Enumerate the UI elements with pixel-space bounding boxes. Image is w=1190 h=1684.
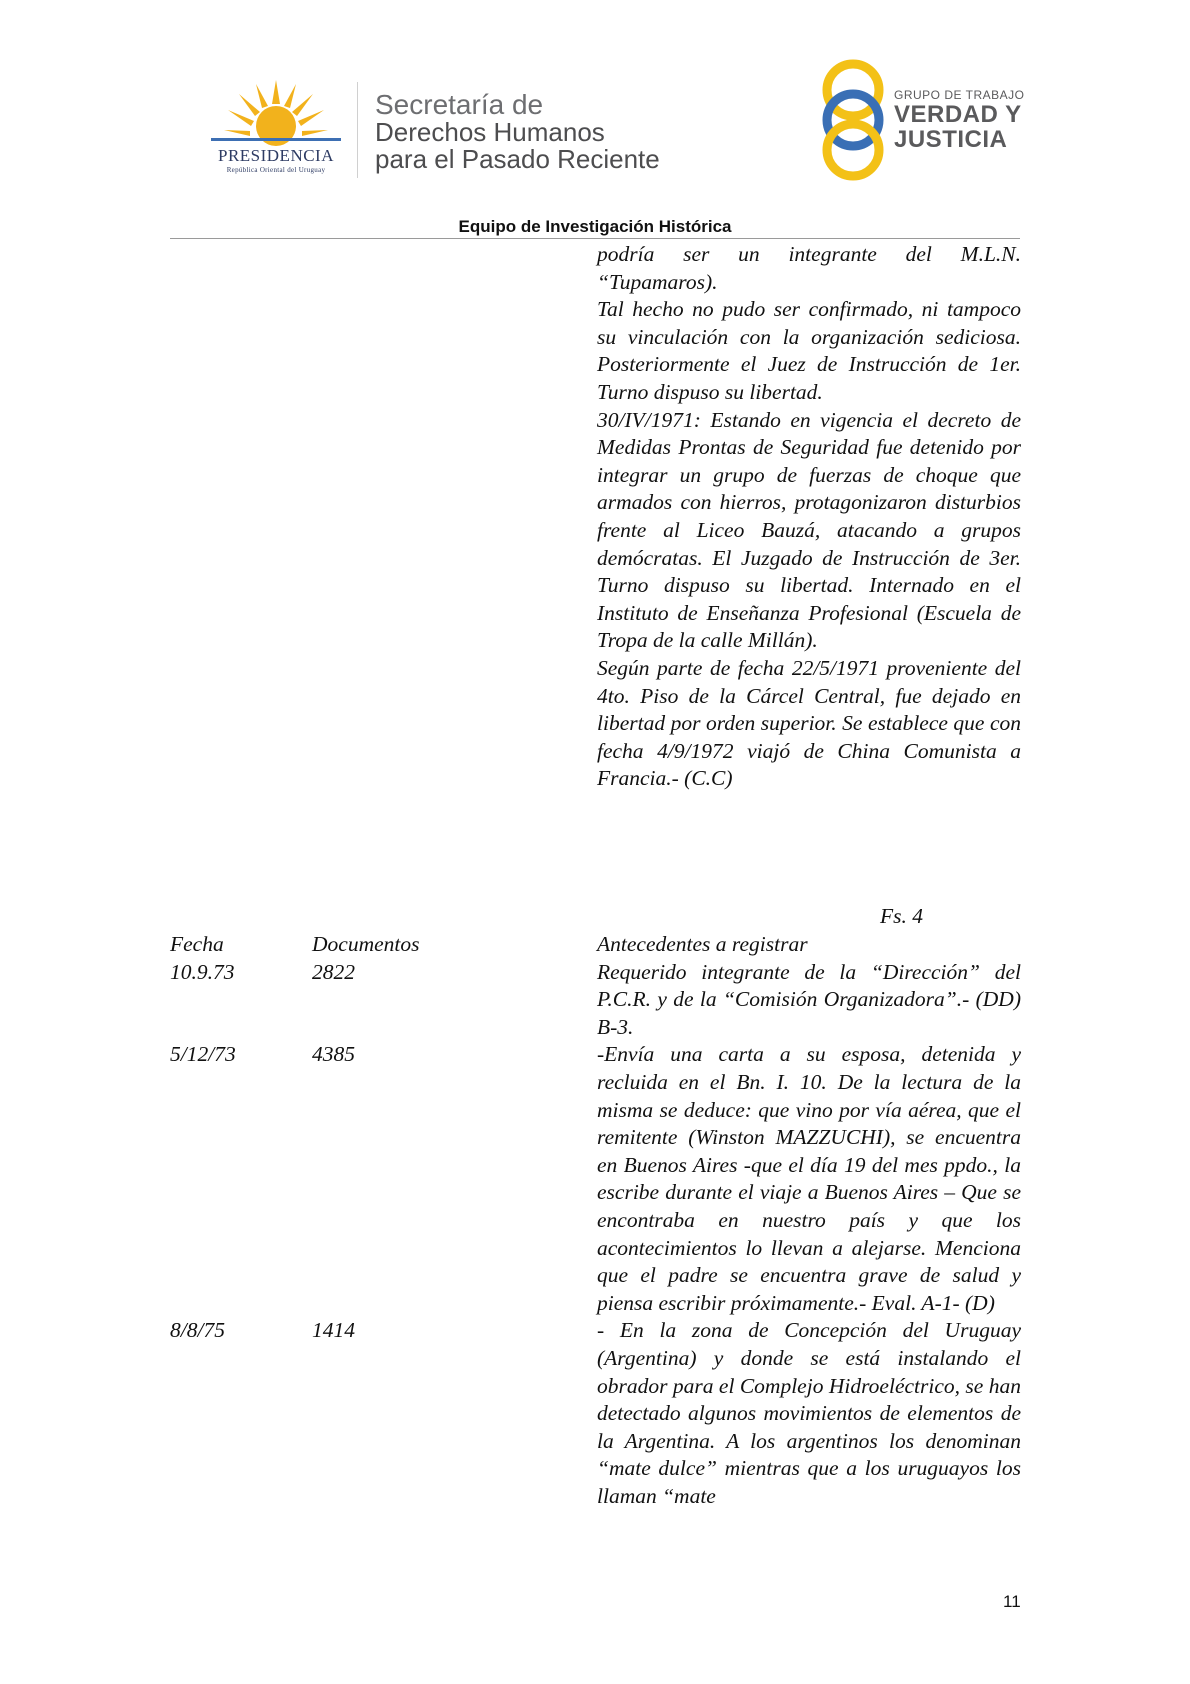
gtvj-line-2: VERDAD Y — [894, 101, 1022, 128]
continuation-paragraph: podría ser un integrante del M.L.N. “Tupamaros). — [597, 242, 1021, 294]
presidencia-logo — [196, 80, 356, 180]
page-number: 11 — [1003, 1592, 1021, 1611]
logo-divider — [357, 82, 358, 178]
continuation-paragraph: Según parte de fecha 22/5/1971 proveniente del 4to. Piso de la Cárcel Central, fue dejado en libertad por orden superior. Se establece que con fecha 4/9/1972 viajó de China Comunista a Francia.- (C.C) — [597, 655, 1021, 791]
secretaria-line-2: Derechos Humanos — [375, 117, 605, 147]
cell-documento: 2822 — [312, 959, 355, 984]
continuation-paragraph: 30/IV/1971: Estando en vigencia el decreto de Medidas Prontas de Seguridad fue detenido por integrar un grupo de fuerzas de choque que armados con hierros, protagonizaron disturbios frente al Liceo Bauzá, atacando a grupos demócratas. El Juzgado de Instrucción de 3er. Turno dispuso su libertad. Internado en el Instituto de Enseñanza Profesional (Escuela de Tropa de la calle Millán). — [597, 407, 1021, 653]
table-row — [170, 1041, 1021, 1317]
continuation-paragraph: Tal hecho no pudo ser confirmado, ni tampoco su vinculación con la organización sediciosa. Posteriormente el Juez de Instrucción de 1er. Turno dispuso su libertad. — [597, 297, 1021, 404]
gtvj-line-3: JUSTICIA — [894, 126, 1008, 153]
cell-antecedentes: - En la zona de Concepción del Uruguay (Argentina) y donde se está instalando el obrador para el Complejo Hidroeléctrico, se han detectado algunos movimientos de elementos de la Argentina. A los argentinos los denominan “mate dulce” mientras que a los uruguayos los llaman “mate — [597, 1318, 1021, 1508]
sun-emblem-icon — [196, 80, 356, 150]
folio-label: Fs. 4 — [880, 904, 923, 928]
cell-antecedentes: Requerido integrante de la “Dirección” del P.C.R. y de la “Comisión Organizadora”.- (DD) B-3. — [597, 959, 1021, 1039]
cell-antecedentes: -Envía una carta a su esposa, detenida y recluida en el Bn. I. 10. De la lectura de la misma se deduce: que vino por vía aérea, que el remitente (Winston MAZZUCHI), se encuentra en Buenos Aires -que el día 19 del mes ppdo., la escribe durante el viaje a Buenos Aires – Que se encontraba en nuestro país y que los acontecimientos lo llevan a alejarse. Menciona que el padre se encuentra grave de salud y piensa escribir próximamente.- Eval. A-1- (D) — [597, 1042, 1021, 1315]
team-heading: Equipo de Investigación Histórica — [458, 217, 732, 236]
cell-documento: 4385 — [312, 1042, 355, 1067]
verdad-justicia-title — [894, 88, 1024, 152]
secretaria-line-1: Secretaría de — [375, 89, 544, 120]
presidencia-subtitle: República Oriental del Uruguay — [226, 166, 326, 174]
cell-documento: 1414 — [312, 1318, 355, 1343]
header-rule — [170, 238, 1020, 239]
continuation-text — [597, 241, 1021, 793]
presidencia-wordmark: PRESIDENCIA — [217, 146, 334, 165]
secretaria-title — [375, 90, 660, 173]
gtvj-line-1: GRUPO DE TRABAJO — [894, 88, 1025, 102]
header-fecha: Fecha — [170, 932, 224, 956]
antecedentes-table — [170, 931, 1021, 1510]
table-row — [170, 1317, 1021, 1510]
cell-fecha: 10.9.73 — [170, 959, 235, 984]
page-header — [0, 0, 1190, 240]
table-header-row — [170, 931, 1021, 959]
header-antecedentes: Antecedentes a registrar — [597, 932, 808, 956]
cell-fecha: 8/8/75 — [170, 1318, 225, 1343]
secretaria-line-3: para el Pasado Reciente — [375, 144, 660, 174]
header-documentos: Documentos — [312, 932, 420, 956]
verdad-justicia-rings-icon — [818, 58, 888, 182]
cell-fecha: 5/12/73 — [170, 1042, 236, 1067]
table-row — [170, 959, 1021, 1042]
